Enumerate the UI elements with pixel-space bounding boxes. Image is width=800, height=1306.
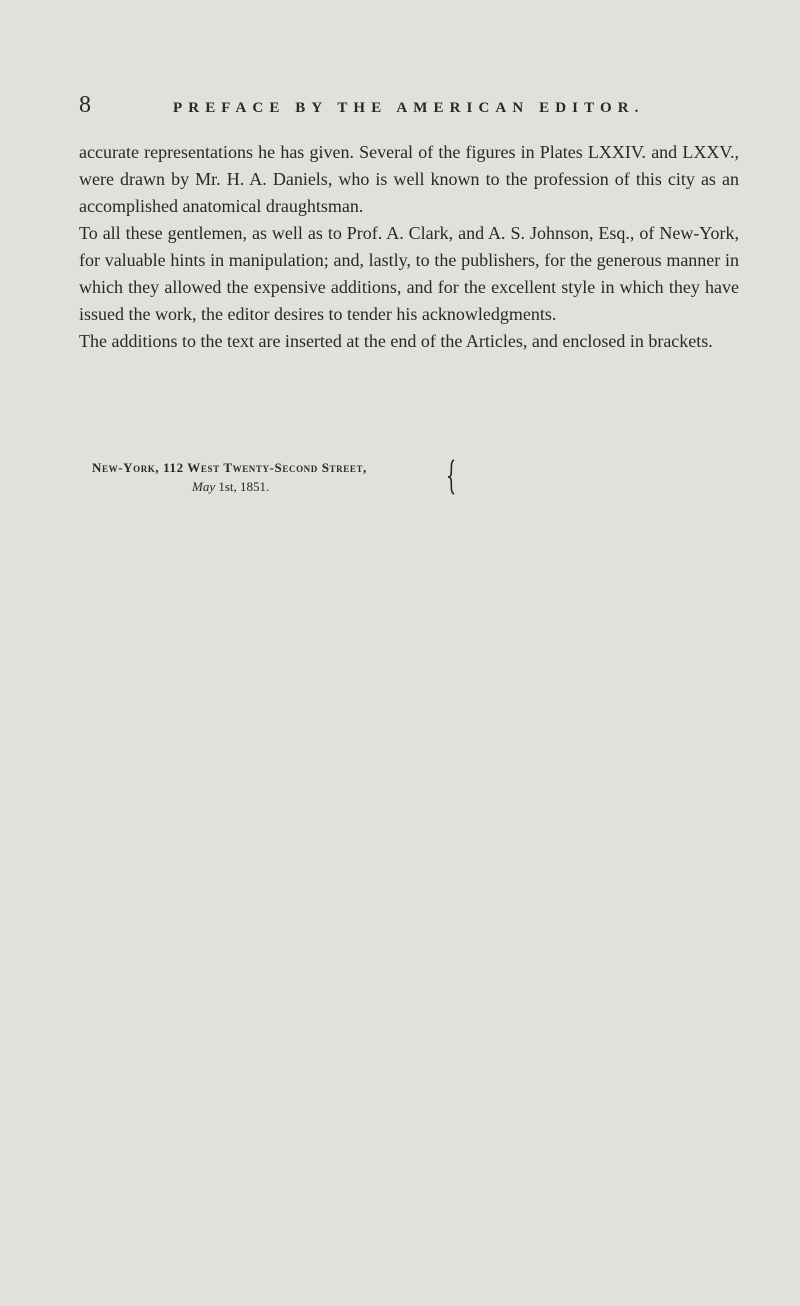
dateline-place: New-York, 112 West Twenty-Second Street,: [92, 460, 367, 475]
dateline-date: 1st, 1851.: [218, 479, 270, 494]
dateline-month: May: [192, 479, 216, 494]
paragraph-acknowledgments: To all these gentlemen, as well as to Prof. A. Clark, and A. S. Johnson, Esq., of New-York, for valuable hints in manipulation; and, lastly, to the publishers, for the generous manner in which they allowed the expensive additions, and for the excellent style in which they have issued the work, the editor desires to tender his acknowledgments.: [79, 223, 739, 324]
paragraph-additions: The additions to the text are inserted at the end of the Articles, and enclosed in brackets.: [79, 331, 713, 351]
running-head-title: PREFACE BY THE AMERICAN EDITOR.: [173, 100, 645, 116]
curly-brace-icon: [447, 459, 457, 495]
page-number: 8: [79, 92, 91, 118]
dateline-date-line: [92, 477, 492, 496]
paragraph-continuation: accurate representations he has given. Several of the figures in Plates LXXIV. and LXXV., were drawn by Mr. H. A. Daniels, who is well known to the profession of this city as an accomplished anatomical draughtsman.: [79, 142, 739, 216]
dateline: [92, 458, 492, 496]
running-head: [0, 93, 800, 123]
preface-body: [79, 139, 739, 355]
